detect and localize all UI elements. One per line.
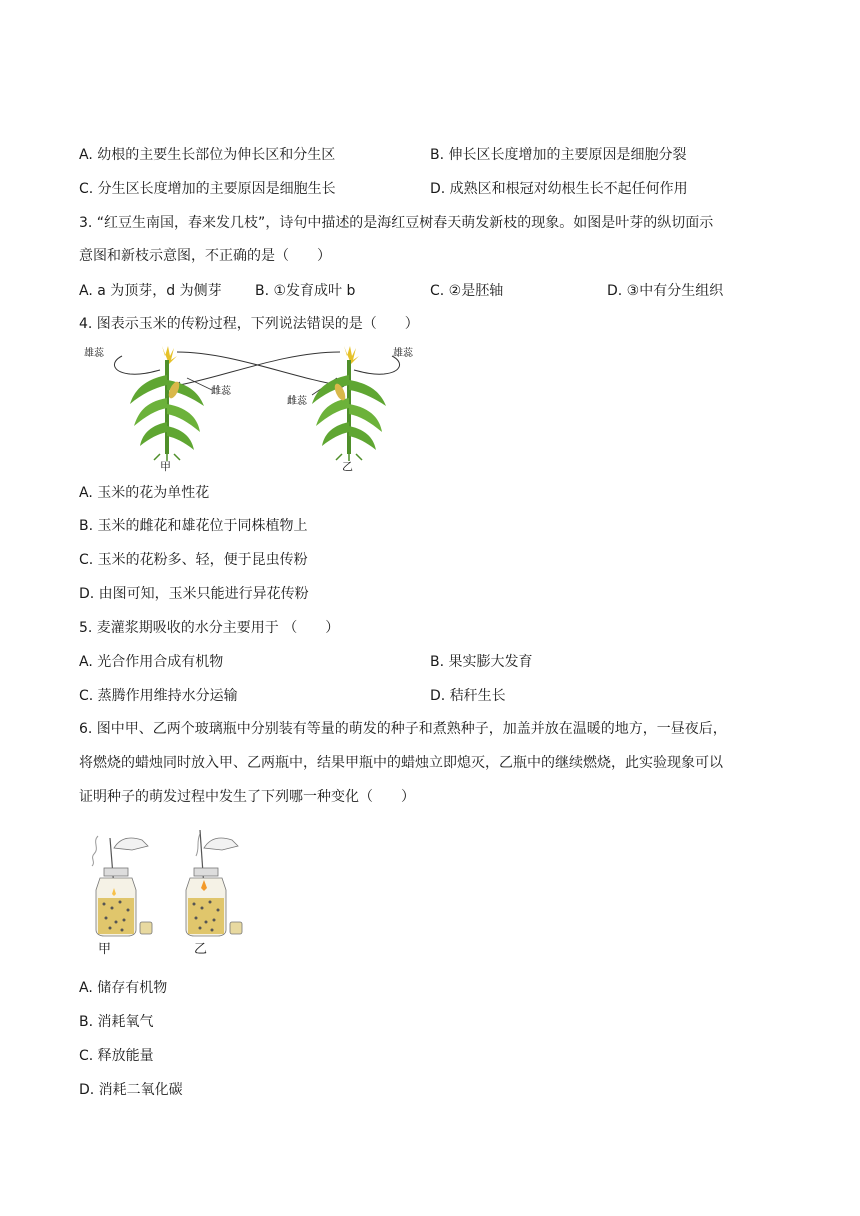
caption-yi: 乙 xyxy=(342,460,353,473)
q4-option-b: B. 玉米的雌花和雄花位于同株植物上 xyxy=(79,518,308,534)
label-xiongrui-right: 雄蕊 xyxy=(393,348,413,359)
q4-stem: 4. 图表示玉米的传粉过程，下列说法错误的是（ ） xyxy=(79,316,419,332)
caption-jia-jar: 甲 xyxy=(98,942,112,957)
q2-option-d: D. 成熟区和根冠对幼根生长不起任何作用 xyxy=(430,181,688,197)
q3-stem-line2: 意图和新枝示意图，不正确的是（ ） xyxy=(79,248,331,264)
q4-option-c: C. 玉米的花粉多、轻，便于昆虫传粉 xyxy=(79,552,308,568)
q2-option-b: B. 伸长区长度增加的主要原因是细胞分裂 xyxy=(430,147,687,163)
q6-stem-line2: 将燃烧的蜡烛同时放入甲、乙两瓶中，结果甲瓶中的蜡烛立即熄灭，乙瓶中的继续燃烧，此实验现象可以 xyxy=(79,755,723,771)
corn-plants-illustration xyxy=(82,340,432,474)
q4-option-d: D. 由图可知，玉米只能进行异花传粉 xyxy=(79,586,309,602)
q2-option-a: A. 幼根的主要生长部位为伸长区和分生区 xyxy=(79,147,336,163)
caption-yi-jar: 乙 xyxy=(194,942,208,957)
q4-option-a: A. 玉米的花为单性花 xyxy=(79,485,210,501)
q3-option-a: A. a 为顶芽，d 为侧芽 xyxy=(79,283,222,299)
q2-option-c: C. 分生区长度增加的主要原因是细胞生长 xyxy=(79,181,336,197)
q3-option-c: C. ②是胚轴 xyxy=(430,283,504,299)
q5-option-d: D. 秸秆生长 xyxy=(430,688,506,704)
q5-option-c: C. 蒸腾作用维持水分运输 xyxy=(79,688,238,704)
label-cirui-right: 雌蕊 xyxy=(287,396,307,407)
q5-option-b: B. 果实膨大发育 xyxy=(430,654,533,670)
q3-option-d: D. ③中有分生组织 xyxy=(607,283,724,299)
q3-option-b: B. ①发育成叶 b xyxy=(255,283,356,299)
q6-stem-line3: 证明种子的萌发过程中发生了下列哪一种变化（ ） xyxy=(79,789,415,805)
q6-stem-line1: 6. 图中甲、乙两个玻璃瓶中分别装有等量的萌发的种子和煮熟种子，加盖并放在温暖的地方，一昼夜后， xyxy=(79,721,727,737)
label-cirui-left: 雌蕊 xyxy=(211,386,231,397)
seed-jars-illustration xyxy=(84,828,244,960)
q3-stem-line1: 3. “红豆生南国，春来发几枝”，诗句中描述的是海红豆树春天萌发新枝的现象。如图是叶芽的纵切面示 xyxy=(79,215,714,231)
seed-jar-figure xyxy=(84,828,244,960)
q5-stem: 5. 麦灌浆期吸收的水分主要用于 （ ） xyxy=(79,620,340,636)
q5-option-a: A. 光合作用合成有机物 xyxy=(79,654,224,670)
q6-option-d: D. 消耗二氧化碳 xyxy=(79,1082,183,1098)
q6-option-a: A. 储存有机物 xyxy=(79,980,168,996)
caption-jia: 甲 xyxy=(160,460,171,473)
q6-option-c: C. 释放能量 xyxy=(79,1048,154,1064)
q6-option-b: B. 消耗氧气 xyxy=(79,1014,154,1030)
corn-pollination-figure xyxy=(82,340,432,474)
label-xiongrui-left: 雄蕊 xyxy=(84,348,104,359)
